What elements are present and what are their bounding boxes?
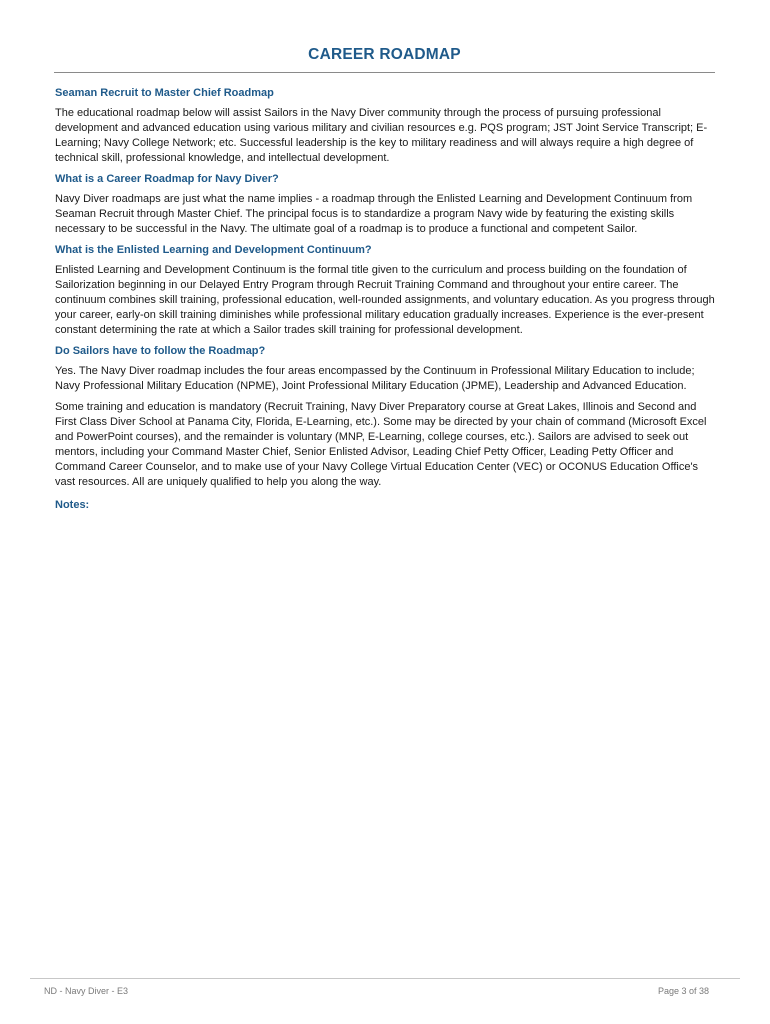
page-title: CAREER ROADMAP [308,46,461,63]
notes-label: Notes: [55,499,90,511]
title-divider [54,72,715,73]
section-paragraph: Some training and education is mandatory (Recruit Training, Navy Diver Preparatory course at Great Lakes, Illinois and Second and First Class Diver School at Panama City, Florida, E-Learning, etc.). Some may be directed by your chain of command (Microsoft Excel and PowerPoint courses), and the remainder is voluntary (MNP, E-Learning, college courses, etc.). Sailors are advised to seek out mentors, including your Command Master Chief, Senior Enlisted Advisor, Leading Chief Petty Officer, Leading Petty Officer and Command Career Counselor, and to make use of your Navy College Virtual Education Center (VEC) or OCONUS Education Office's vast resources. All are uniquely qualified to help you along the way. [55,401,707,488]
section-heading: Seaman Recruit to Master Chief Roadmap [55,87,274,99]
section-heading: What is a Career Roadmap for Navy Diver? [55,173,279,185]
section-what-is-roadmap [55,172,720,237]
footer-document-id: ND - Navy Diver - E3 [44,986,129,996]
section-paragraph: Navy Diver roadmaps are just what the name implies - a roadmap through the Enlisted Learning and Development Continuum from Seaman Recruit through Master Chief. The principal focus is to standardize a program Navy wide by featuring the existing skills necessary to be successful in the Navy. The ultimate goal of a roadmap is to produce a functional and competent Sailor. [55,193,693,235]
section-continuum [55,243,720,338]
page-content [55,86,720,511]
section-follow-roadmap [55,344,720,490]
section-heading: Do Sailors have to follow the Roadmap? [55,345,266,357]
section-heading: What is the Enlisted Learning and Development Continuum? [55,244,372,256]
footer-divider [30,978,740,979]
section-paragraph: The educational roadmap below will assist Sailors in the Navy Diver community through the process of pursuing professional development and advanced education using various military and civilian resources e.g. PQS program; JST Joint Service Transcript; E-Learning; Navy College Network; etc. Successful leadership is the key to military readiness and will always require a high degree of technical skill, professional knowledge, and intellectual development. [55,107,708,164]
section-roadmap-intro [55,86,720,166]
footer-page-number: Page 3 of 38 [657,986,709,996]
section-paragraph: Yes. The Navy Diver roadmap includes the four areas encompassed by the Continuum in Professional Military Education to include; Navy Professional Military Education (NPME), Joint Professional Military Education (JPME), Leadership and Advanced Education. [55,365,695,392]
section-paragraph: Enlisted Learning and Development Continuum is the formal title given to the curriculum and process building on the foundation of Sailorization beginning in our Delayed Entry Program through Recruit Training Command and throughout your entire career. The continuum combines skill training, professional education, well-rounded assignments, and voluntary education. As you progress through your career, early-on skill training diminishes while professional military education gradually increases. Experience is the ever-present constant determining the rate at which a Sailor trades skill training for professional development. [55,264,715,336]
